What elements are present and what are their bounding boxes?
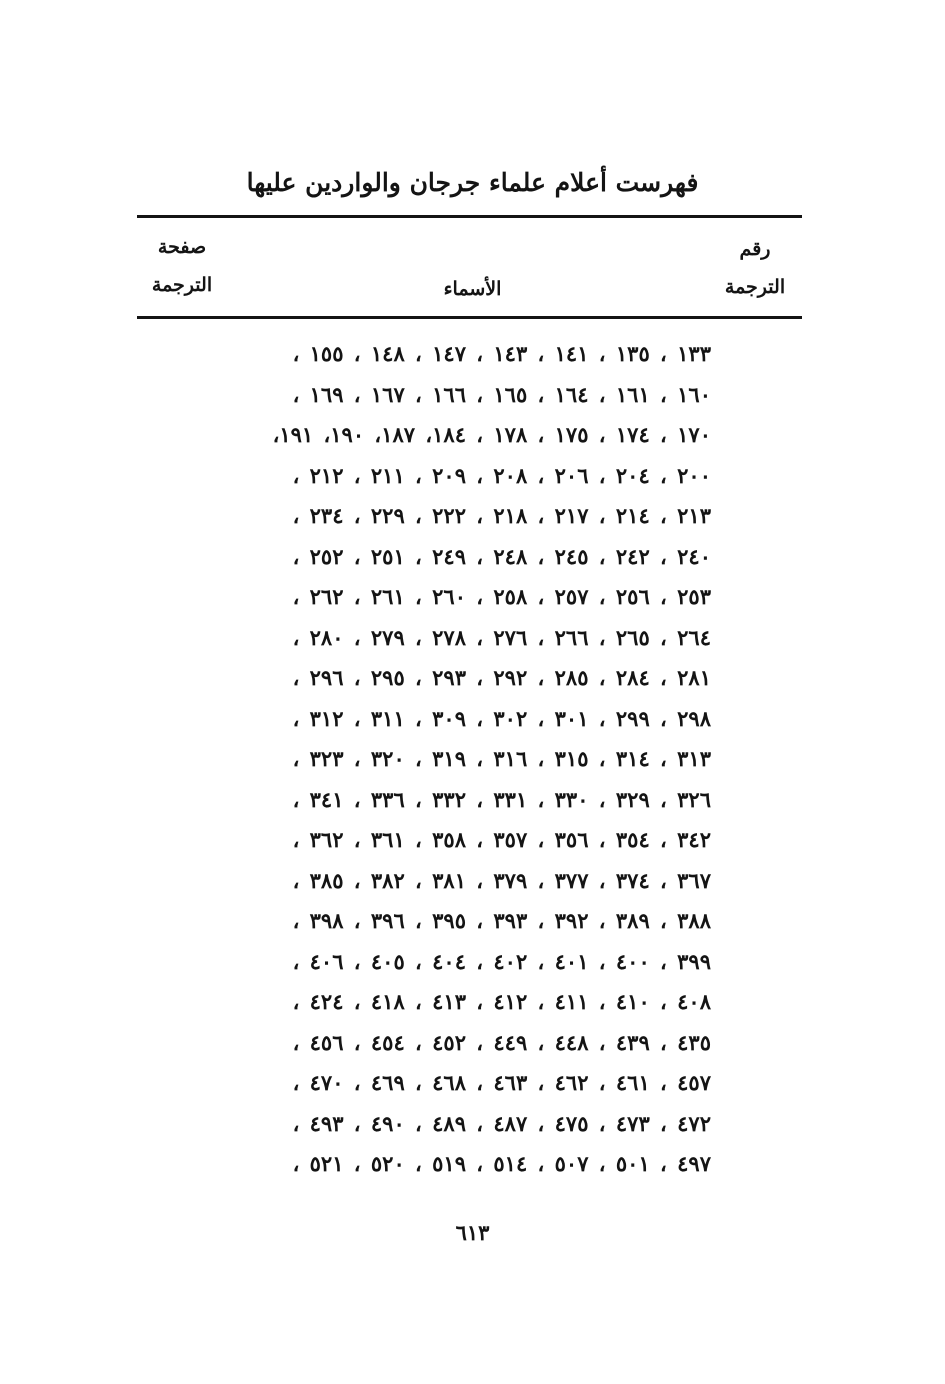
header-bottom-rule <box>137 316 802 319</box>
column-header-entry-page-line1: صفحة <box>157 236 207 258</box>
number-row: ٢٥٣ ، ٢٥٦ ، ٢٥٧ ، ٢٥٨ ، ٢٦٠ ، ٢٦١ ، ٢٦٢ ، <box>292 584 711 609</box>
number-row: ٢٦٤ ، ٢٦٥ ، ٢٦٦ ، ٢٧٦ ، ٢٧٨ ، ٢٧٩ ، ٢٨٠ ، <box>292 624 711 650</box>
page-title: فهرست أعلام علماء جرجان والواردين عليها <box>246 168 699 197</box>
number-row: ٣٤٢ ، ٣٥٤ ، ٣٥٦ ، ٣٥٧ ، ٣٥٨ ، ٣٦١ ، ٣٦٢ ، <box>292 827 711 852</box>
column-header-names: الأسماء <box>443 278 502 300</box>
number-row: ٢٩٨ ، ٢٩٩ ، ٣٠١ ، ٣٠٢ ، ٣٠٩ ، ٣١١ ، ٣١٢ ، <box>292 705 711 731</box>
number-row: ١٣٣ ، ١٣٥ ، ١٤١ ، ١٤٣ ، ١٤٧ ، ١٤٨ ، ١٥٥ ، <box>292 341 711 366</box>
number-row: ٣٨٨ ، ٣٨٩ ، ٣٩٢ ، ٣٩٣ ، ٣٩٥ ، ٣٩٦ ، ٣٩٨ ، <box>292 908 711 933</box>
number-row: ٤٩٧ ، ٥٠١ ، ٥٠٧ ، ٥١٤ ، ٥١٩ ، ٥٢٠ ، ٥٢١ ، <box>292 1151 711 1176</box>
number-row: ٢٨١ ، ٢٨٤ ، ٢٨٥ ، ٢٩٢ ، ٢٩٣ ، ٢٩٥ ، ٢٩٦ ، <box>292 665 711 690</box>
number-row: ٢١٣ ، ٢١٤ ، ٢١٧ ، ٢١٨ ، ٢٢٢ ، ٢٢٩ ، ٢٣٤ ، <box>292 503 711 528</box>
number-row: ٢٠٠ ، ٢٠٤ ، ٢٠٦ ، ٢٠٨ ، ٢٠٩ ، ٢١١ ، ٢١٢ ، <box>292 462 711 488</box>
number-row: ٣٢٦ ، ٣٢٩ ، ٣٣٠ ، ٣٣١ ، ٣٣٢ ، ٣٣٦ ، ٣٤١ ، <box>292 786 711 812</box>
column-header-entry-page <box>142 228 222 304</box>
column-header-entry-number-line1: رقم <box>739 238 771 260</box>
column-header-entry-page-line2: الترجمة <box>151 274 213 296</box>
number-list <box>211 334 711 1185</box>
number-row: ٣١٣ ، ٣١٤ ، ٣١٥ ، ٣١٦ ، ٣١٩ ، ٣٢٠ ، ٣٢٣ ، <box>292 746 711 771</box>
number-row: ٣٩٩ ، ٤٠٠ ، ٤٠١ ، ٤٠٢ ، ٤٠٤ ، ٤٠٥ ، ٤٠٦ ، <box>292 948 711 974</box>
number-row: ٤٠٨ ، ٤١٠ ، ٤١١ ، ٤١٢ ، ٤١٣ ، ٤١٨ ، ٤٢٤ ، <box>292 989 711 1014</box>
page-number: ٦١٣ <box>455 1220 490 1245</box>
number-row: ٤٥٧ ، ٤٦١ ، ٤٦٢ ، ٤٦٣ ، ٤٦٨ ، ٤٦٩ ، ٤٧٠ ، <box>292 1070 711 1095</box>
number-row: ٣٦٧ ، ٣٧٤ ، ٣٧٧ ، ٣٧٩ ، ٣٨١ ، ٣٨٢ ، ٣٨٥ ، <box>292 867 711 893</box>
number-row: ٤٣٥ ، ٤٣٩ ، ٤٤٨ ، ٤٤٩ ، ٤٥٢ ، ٤٥٤ ، ٤٥٦ ، <box>292 1029 711 1055</box>
column-header-entry-number-line2: الترجمة <box>724 276 786 298</box>
number-row: ١٧٠ ، ١٧٤ ، ١٧٥ ، ١٧٨ ، ١٨٤، ١٨٧، ١٩٠، ١٩١، <box>272 422 711 447</box>
number-row: ٤٧٢ ، ٤٧٣ ، ٤٧٥ ، ٤٨٧ ، ٤٨٩ ، ٤٩٠ ، ٤٩٣ ، <box>292 1110 711 1136</box>
number-row: ١٦٠ ، ١٦١ ، ١٦٤ ، ١٦٥ ، ١٦٦ ، ١٦٧ ، ١٦٩ ، <box>292 381 711 407</box>
number-row: ٢٤٠ ، ٢٤٢ ، ٢٤٥ ، ٢٤٨ ، ٢٤٩ ، ٢٥١ ، ٢٥٢ ، <box>292 543 711 569</box>
header-top-rule <box>137 215 802 218</box>
